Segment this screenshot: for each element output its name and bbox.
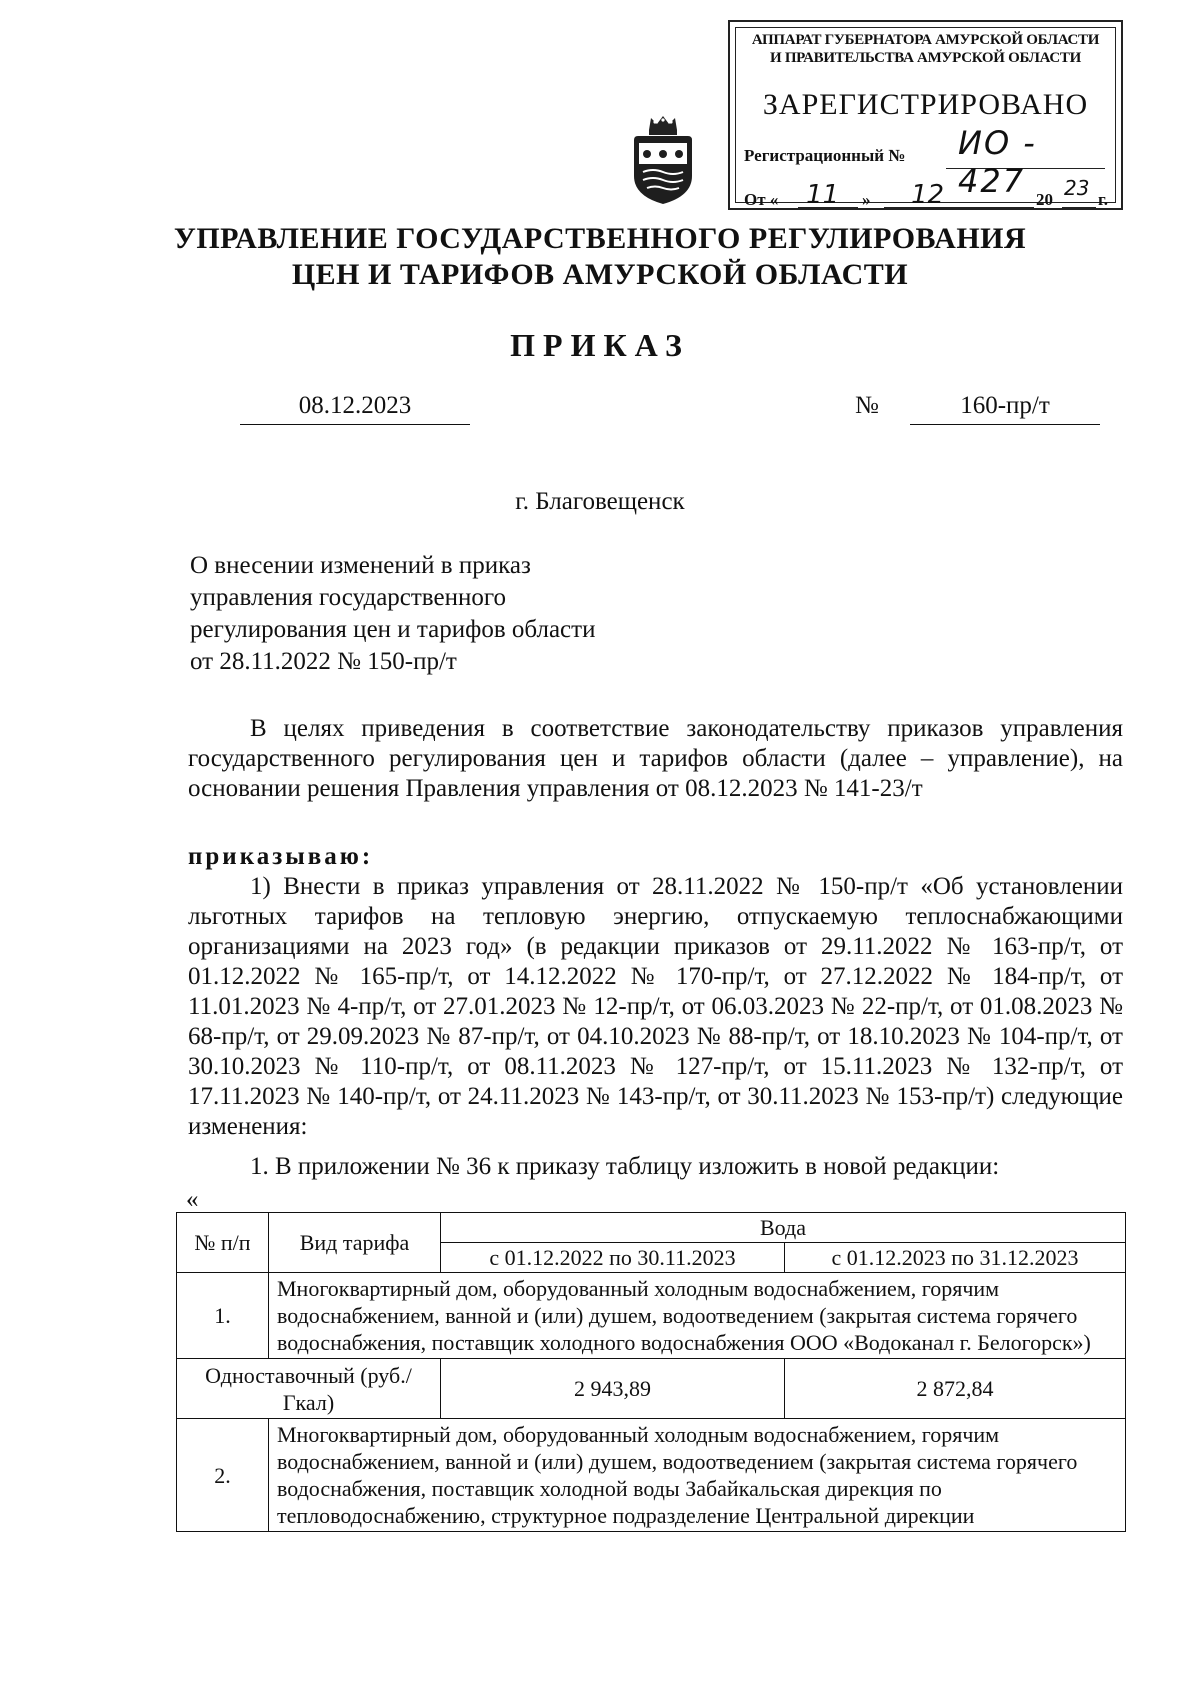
order-number: 160-пр/т xyxy=(960,392,1050,419)
registration-stamp xyxy=(728,20,1123,210)
header-period-1: с 01.12.2022 по 30.11.2023 xyxy=(441,1243,785,1273)
order-date-underline xyxy=(240,424,470,425)
stamp-inner-frame xyxy=(735,27,1116,210)
subject-line: управления государственного xyxy=(190,584,506,611)
row-tariff-type: Одноставочный (руб./Гкал) xyxy=(177,1359,441,1419)
item-1-paragraph: 1) Внести в приказ управления от 28.11.2022 № 150-пр/т «Об установлении льготных тарифов на тепловую энергию, отпускаемую теплоснабжающими организациями на 2023 год» (в редакции приказов от 29.11.2022 № 163-пр/т, от 01.12.2022 № 165-пр/т, от 14.12.2022 № 170-пр/т, от 27.12.2022 № 184-пр/т, от 11.01.2023 № 4-пр/т, от 27.01.2023 № 12-пр/т, от 06.03.2023 № 22-пр/т, от 01.08.2023 № 68-пр/т, от 29.09.2023 № 87-пр/т, от 04.10.2023 № 88-пр/т, от 18.10.2023 № 104-пр/т, от 30.10.2023 № 110-пр/т, от 08.11.2023 № 127-пр/т, от 15.11.2023 № 132-пр/т, от 17.11.2023 № 140-пр/т, от 24.11.2023 № 143-пр/т, от 30.11.2023 № 153-пр/т) следующие изменения: xyxy=(188,873,1123,1140)
header-no: № п/п xyxy=(177,1213,269,1273)
tariff-table xyxy=(176,1212,1126,1532)
order-word: приказываю: xyxy=(188,843,374,870)
row-description: Многоквартирный дом, оборудованный холодным водоснабжением, горячим водоснабжением, ванной и (или) душем, водоотведением (закрытая система горячего водоснабжения, поставщик холодной воды Забайкальская дирекция по тепловодоснабжению, структурное подразделение Центральной дирекции xyxy=(269,1419,1126,1532)
row-number: 1. xyxy=(177,1273,269,1359)
stamp-year-underline xyxy=(1062,207,1096,208)
subject-line: от 28.11.2022 № 150-пр/т xyxy=(190,648,457,675)
row-description: Многоквартирный дом, оборудованный холодным водоснабжением, горячим водоснабжением, ванной и (или) душем, водоотведением (закрытая система горячего водоснабжения, поставщик холодного водоснабжения ООО «Водоканал г. Белогорск») xyxy=(269,1273,1126,1359)
row-value-period-1: 2 943,89 xyxy=(441,1359,785,1419)
stamp-reg-number: ИО - 427 xyxy=(958,124,1037,200)
order-date: 08.12.2023 xyxy=(298,392,412,419)
stamp-org-line1: АППАРАТ ГУБЕРНАТОРА АМУРСКОЙ ОБЛАСТИ xyxy=(751,32,1100,48)
order-number-underline xyxy=(910,424,1100,425)
stamp-month: 12 xyxy=(911,180,945,210)
stamp-month-underline xyxy=(884,207,1034,208)
order-subject xyxy=(190,550,690,678)
document-title: ПРИКАЗ xyxy=(510,327,690,363)
intro-paragraph: В целях приведения в соответствие законодательству приказов управления государственного регулирования цен и тарифов области (далее – управление), на основании решения Правления управления от 08.12.2023 № 141-23/т xyxy=(188,715,1123,802)
opening-quote: « xyxy=(186,1186,199,1213)
stamp-date-quote: » xyxy=(862,190,871,209)
stamp-year-end: г. xyxy=(1098,190,1109,209)
table-header-row xyxy=(177,1213,1126,1243)
subject-line: О внесении изменений в приказ xyxy=(190,552,531,579)
item-1-1-paragraph: 1. В приложении № 36 к приказу таблицу изложить в новой редакции: xyxy=(250,1153,1000,1180)
row-number: 2. xyxy=(177,1419,269,1532)
header-period-2: с 01.12.2023 по 31.12.2023 xyxy=(785,1243,1126,1273)
stamp-date-label: От « xyxy=(744,190,779,209)
stamp-year: 23 xyxy=(1064,176,1090,200)
subject-line: регулирования цен и тарифов области xyxy=(190,616,596,643)
header-water: Вода xyxy=(441,1213,1126,1243)
row-value-period-2: 2 872,84 xyxy=(785,1359,1126,1419)
issuer-line2: ЦЕН И ТАРИФОВ АМУРСКОЙ ОБЛАСТИ xyxy=(291,258,909,291)
coat-of-arms-icon xyxy=(631,114,695,206)
table-row xyxy=(177,1419,1126,1532)
stamp-reg-number-label: Регистрационный № xyxy=(744,146,906,165)
table-row xyxy=(177,1359,1126,1419)
header-tariff-type: Вид тарифа xyxy=(269,1213,441,1273)
table-row xyxy=(177,1273,1126,1359)
stamp-registered: ЗАРЕГИСТРИРОВАНО xyxy=(762,88,1089,121)
issuer-line1: УПРАВЛЕНИЕ ГОСУДАРСТВЕННОГО РЕГУЛИРОВАНИЯ xyxy=(173,222,1027,255)
stamp-org-line2: И ПРАВИТЕЛЬСТВА АМУРСКОЙ ОБЛАСТИ xyxy=(770,50,1081,66)
stamp-day: 11 xyxy=(806,180,840,210)
stamp-year-prefix: 20 xyxy=(1036,190,1053,209)
order-number-label: № xyxy=(855,392,879,419)
city: г. Благовещенск xyxy=(515,488,685,515)
